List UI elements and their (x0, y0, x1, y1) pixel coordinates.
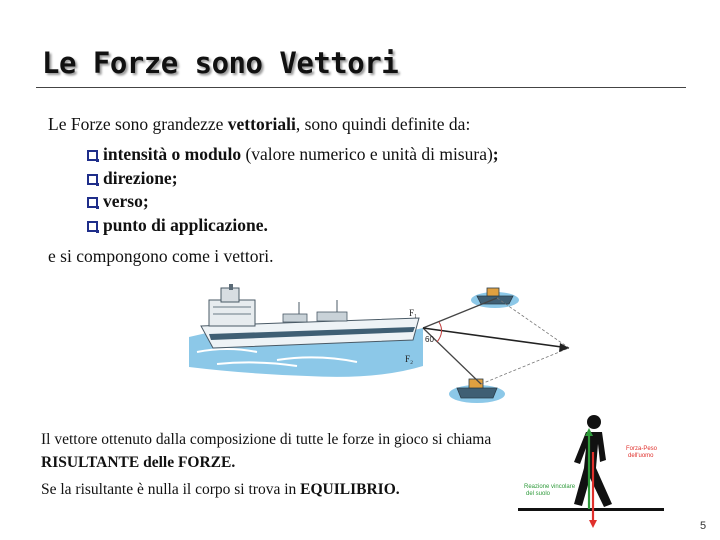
equilibrium-paragraph: Se la risultante è nulla il corpo si trova in EQUILIBRIO. (41, 481, 400, 498)
reaction-label-line1: Reazione vincolare (524, 484, 576, 490)
title-divider (36, 87, 686, 88)
tugboat-bottom (449, 379, 505, 403)
square-bullet-icon (87, 197, 98, 208)
angle-arc (437, 322, 442, 342)
page-number: 5 (700, 520, 707, 532)
weight-label-line2: dell'uomo (628, 453, 654, 459)
list-item: direzione; (87, 167, 499, 191)
slide-title: Le Forze sono Vettori (42, 46, 399, 80)
list-item: punto di applicazione. (87, 214, 499, 238)
intro-text: Le Forze sono grandezze vettoriali, sono quindi definite da: (48, 114, 471, 134)
result-explanation (41, 428, 506, 501)
list-item: verso; (87, 190, 499, 214)
properties-list (87, 143, 499, 237)
weight-label-line1: Forza-Peso (626, 446, 658, 452)
square-bullet-icon (87, 221, 98, 232)
tugboats-ship-illustration (187, 282, 577, 410)
outro-text: e si compongono come i vettori. (48, 246, 274, 266)
reaction-label-line2: del suolo (526, 491, 551, 497)
square-bullet-icon (87, 174, 98, 185)
intro-emphasis: vettoriali (227, 114, 296, 134)
vector2-label: F₂ (405, 354, 414, 364)
list-item: intensità o modulo (valore numerico e unità di misura); (87, 143, 499, 167)
vector1-label: F₁ (409, 308, 418, 318)
vector-f1-line (423, 298, 497, 328)
square-bullet-icon (87, 150, 98, 161)
walking-man-forces-illustration (516, 412, 664, 530)
resultant-line (423, 328, 569, 348)
angle-label: 60 (425, 335, 434, 344)
resultant-paragraph: Il vettore ottenuto dalla composizione di tutte le forze in gioco si chiama RISULTANTE delle FORZE. (41, 431, 492, 471)
ground-line (518, 508, 664, 511)
